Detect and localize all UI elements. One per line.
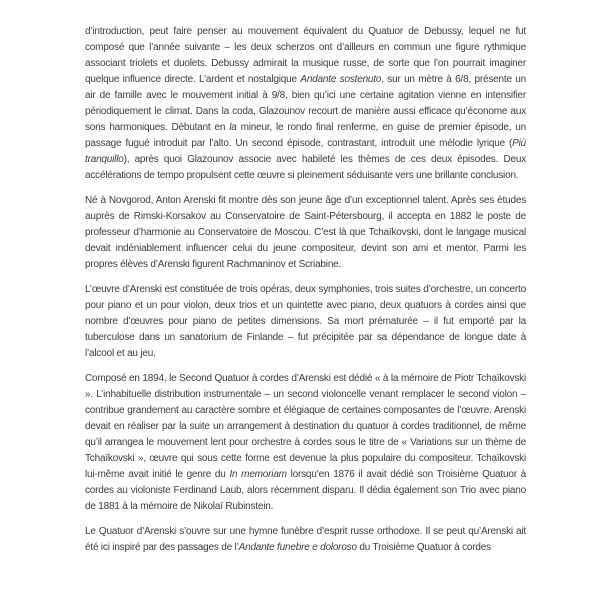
paragraph-2 xyxy=(85,193,526,273)
paragraph-3 xyxy=(85,282,526,362)
paragraph-1 xyxy=(85,24,526,184)
text-column xyxy=(85,24,526,556)
italic-text-segment: In memoriam xyxy=(229,469,287,480)
paragraph-5 xyxy=(85,524,526,556)
italic-text-segment: la xyxy=(229,122,237,133)
text-segment: Né à Novgorod, Anton Arenski fit montre dès son jeune âge d’un exceptionnel talent. Après ses études auprès de Rimski-Korsakov au Conservatoire de Saint-Pétersbourg, il accepta en 1882 le poste de professeur d’harmonie au Conservatoire de Moscou. C’est là que Tchaïkovski, dont le langage musical devait indéniablement influencer celui du jeune compositeur, devint son ami et mentor. Parmi les propres élèves d’Arenski figurent Rachmaninov et Scriabine. xyxy=(85,195,526,270)
italic-text-segment: Andante sostenuto xyxy=(300,74,382,85)
text-segment: mineur, le rondo final renferme, en guise de premier épisode, un passage fugué introduit par l’alto. Un second épisode, contrastant, introduit une mélodie lyrique ( xyxy=(85,122,526,149)
italic-text-segment: Più tranquillo xyxy=(85,138,526,165)
text-segment: Le Quatuor d’Arenski s’ouvre sur une hymne funèbre d’esprit russe orthodoxe. Il se peut qu’Arenski ait été ici inspiré par des passages de l’ xyxy=(85,526,526,553)
italic-text-segment: Andante funebre e doloroso xyxy=(238,542,357,553)
text-segment: lorsqu’en 1876 il avait dédié son Troisième Quatuor à cordes au violoniste Ferdinand Laub, alors récemment disparu. Il dédia également son Trio avec piano de 1881 à la mémoire de Nikolaï Rubinstein. xyxy=(85,469,526,512)
text-segment: du Troisième Quatuor à cordes xyxy=(356,542,491,553)
paragraph-4 xyxy=(85,371,526,515)
text-segment: ), après quoi Glazounov associe avec habileté les thèmes de ces deux épisodes. Deux accélérations de tempo propulsent cette œuvre si pleinement séduisante vers une brillante conclusion. xyxy=(85,154,526,181)
text-segment: Composé en 1894, le Second Quatuor à cordes d’Arenski est dédié « à la mémoire de Piotr Tchaïkovski ». L’inhabituelle distribution instrumentale – un second violoncelle venant remplacer le second violon – contribue grandement au caractère sombre et élégiaque de certaines composantes de l’œuvre. Arenski devait en réaliser par la suite un arrangement à destination du quatuor à cordes traditionnel, de même qu’il arrangea le mouvement lent pour orchestre à cordes sous le titre de « Variations sur un thème de Tchaïkovski », œuvre qui sous cette forme est devenue la plus populaire du compositeur. Tchaïkovski lui-même avait initié le genre du xyxy=(85,373,526,480)
text-segment: d’introduction, peut faire penser au mouvement équivalent du Quatuor de Debussy, lequel ne fut composé que l’année suivante – les deux scherzos ont d’ailleurs en commun une figure rythmique associant triolets et duolets. Debussy admirait la musique russe, de sorte que l’on pourrait imaginer quelque influence directe. L’ardent et nostalgique xyxy=(85,26,526,85)
text-segment: , sur un mètre à 6/8, présente un air de famille avec le mouvement initial à 9/8, bien qu’ici une certaine agitation vienne en intensifier périodiquement le climat. Dans la coda, Glazounov recourt de manière aussi efficace qu’économe aux sons harmoniques. Débutant en xyxy=(85,74,527,133)
text-segment: L’œuvre d’Arenski est constituée de trois opéras, deux symphonies, trois suites d’orchestre, un concerto pour piano et un pour violon, deux trios et un quintette avec piano, deux quatuors à cordes ainsi que nombre d’œuvres pour piano de petites dimensions. Sa mort prématurée – il fut emporté par la tuberculose dans un sanatorium de Finlande – fut précipitée par sa dépendance de longue date à l’alcool et au jeu. xyxy=(85,284,526,359)
